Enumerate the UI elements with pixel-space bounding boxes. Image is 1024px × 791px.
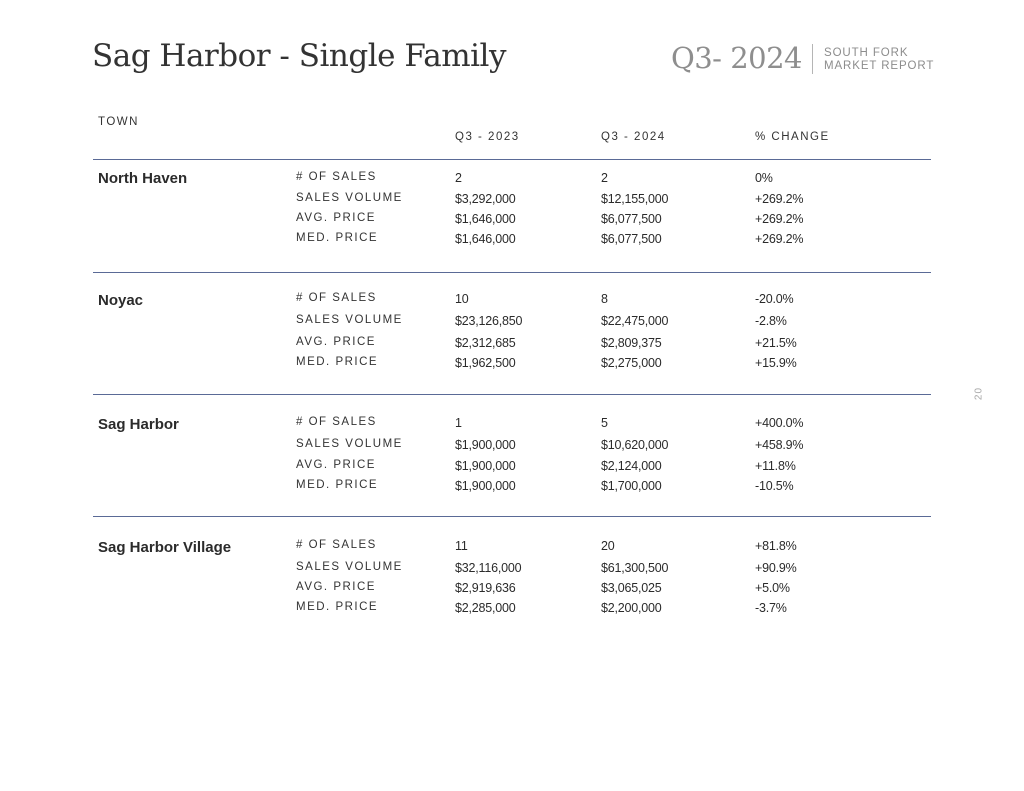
table-row: [0, 171, 1024, 191]
column-header-town: TOWN: [98, 116, 139, 128]
value-change: +400.0%: [755, 416, 804, 430]
metric-label: AVG. PRICE: [296, 459, 376, 471]
value-q3-2024: 5: [601, 416, 608, 430]
value-q3-2023: $1,900,000: [455, 459, 516, 473]
table-row: [0, 416, 1024, 436]
value-change: +90.9%: [755, 561, 797, 575]
table-row: [0, 581, 1024, 601]
metric-label: AVG. PRICE: [296, 212, 376, 224]
value-q3-2023: $2,312,685: [455, 336, 516, 350]
value-q3-2024: $6,077,500: [601, 232, 662, 246]
table-row: [0, 314, 1024, 334]
column-header-q3-2024: Q3 - 2024: [601, 131, 666, 143]
table-row: [0, 336, 1024, 356]
table-row: [0, 292, 1024, 312]
value-q3-2024: $1,700,000: [601, 479, 662, 493]
value-q3-2023: $32,116,000: [455, 561, 522, 575]
report-period: Q3- 2024: [670, 41, 802, 75]
page-title: Sag Harbor - Single Family: [92, 38, 506, 74]
page-number: 20: [973, 386, 985, 401]
metric-label: AVG. PRICE: [296, 336, 376, 348]
table-row: [0, 356, 1024, 376]
metric-label: MED. PRICE: [296, 356, 379, 368]
table-row: [0, 459, 1024, 479]
metric-label: # OF SALES: [296, 416, 377, 428]
value-q3-2023: $3,292,000: [455, 192, 516, 206]
table-row: [0, 539, 1024, 559]
value-change: +15.9%: [755, 356, 797, 370]
value-change: -2.8%: [755, 314, 787, 328]
metric-label: SALES VOLUME: [296, 314, 403, 326]
value-q3-2023: $1,646,000: [455, 212, 516, 226]
value-q3-2024: $12,155,000: [601, 192, 669, 206]
value-q3-2024: $2,200,000: [601, 601, 662, 615]
value-q3-2024: $2,809,375: [601, 336, 662, 350]
metric-label: # OF SALES: [296, 539, 377, 551]
value-q3-2024: $6,077,500: [601, 212, 662, 226]
table-row: [0, 212, 1024, 232]
value-q3-2023: 11: [455, 539, 468, 553]
metric-label: # OF SALES: [296, 292, 377, 304]
value-q3-2024: $61,300,500: [601, 561, 669, 575]
value-q3-2023: $1,646,000: [455, 232, 516, 246]
section-rule: [93, 272, 931, 273]
table-row: [0, 601, 1024, 621]
town-name: North Haven: [98, 170, 188, 187]
value-q3-2023: $23,126,850: [455, 314, 523, 328]
metric-label: SALES VOLUME: [296, 438, 403, 450]
metric-label: SALES VOLUME: [296, 192, 403, 204]
value-q3-2023: 10: [455, 292, 469, 306]
table-row: [0, 192, 1024, 212]
value-q3-2024: $2,275,000: [601, 356, 662, 370]
report-name-line-2: MARKET REPORT: [824, 59, 935, 72]
town-name: Sag Harbor: [98, 416, 179, 433]
metric-label: AVG. PRICE: [296, 581, 376, 593]
value-q3-2023: $1,900,000: [455, 479, 516, 493]
header-divider: [812, 44, 813, 74]
metric-label: SALES VOLUME: [296, 561, 403, 573]
metric-label: MED. PRICE: [296, 232, 379, 244]
value-change: +269.2%: [755, 192, 804, 206]
report-name-line-1: SOUTH FORK: [824, 47, 909, 59]
value-change: +269.2%: [755, 232, 804, 246]
value-change: -20.0%: [755, 292, 794, 306]
section-rule: [93, 516, 931, 517]
section-rule: [93, 394, 931, 395]
town-name: Noyac: [98, 292, 144, 309]
section-rule: [93, 159, 931, 160]
table-row: [0, 479, 1024, 499]
value-q3-2024: $22,475,000: [601, 314, 669, 328]
table-row: [0, 438, 1024, 458]
town-name: Sag Harbor Village: [98, 539, 232, 556]
column-header-change: % CHANGE: [755, 131, 830, 143]
value-q3-2024: $3,065,025: [601, 581, 662, 595]
table-row: [0, 232, 1024, 252]
value-change: 0%: [755, 171, 773, 185]
value-change: -10.5%: [755, 479, 794, 493]
table-row: [0, 561, 1024, 581]
value-change: +21.5%: [755, 336, 797, 350]
metric-label: # OF SALES: [296, 171, 377, 183]
value-q3-2024: $10,620,000: [601, 438, 669, 452]
value-q3-2023: $1,900,000: [455, 438, 516, 452]
value-change: +269.2%: [755, 212, 804, 226]
value-q3-2024: 2: [601, 171, 608, 185]
metric-label: MED. PRICE: [296, 479, 379, 491]
value-q3-2023: $1,962,500: [455, 356, 516, 370]
value-change: +11.8%: [755, 459, 796, 473]
value-q3-2023: $2,285,000: [455, 601, 516, 615]
value-q3-2023: 1: [455, 416, 462, 430]
value-change: +458.9%: [755, 438, 804, 452]
value-change: -3.7%: [755, 601, 787, 615]
metric-label: MED. PRICE: [296, 601, 379, 613]
report-name: [824, 47, 934, 72]
column-header-q3-2023: Q3 - 2023: [455, 131, 520, 143]
value-q3-2023: 2: [455, 171, 462, 185]
value-q3-2024: 20: [601, 539, 615, 553]
value-change: +81.8%: [755, 539, 797, 553]
value-q3-2024: 8: [601, 292, 608, 306]
value-change: +5.0%: [755, 581, 790, 595]
value-q3-2024: $2,124,000: [601, 459, 662, 473]
value-q3-2023: $2,919,636: [455, 581, 516, 595]
